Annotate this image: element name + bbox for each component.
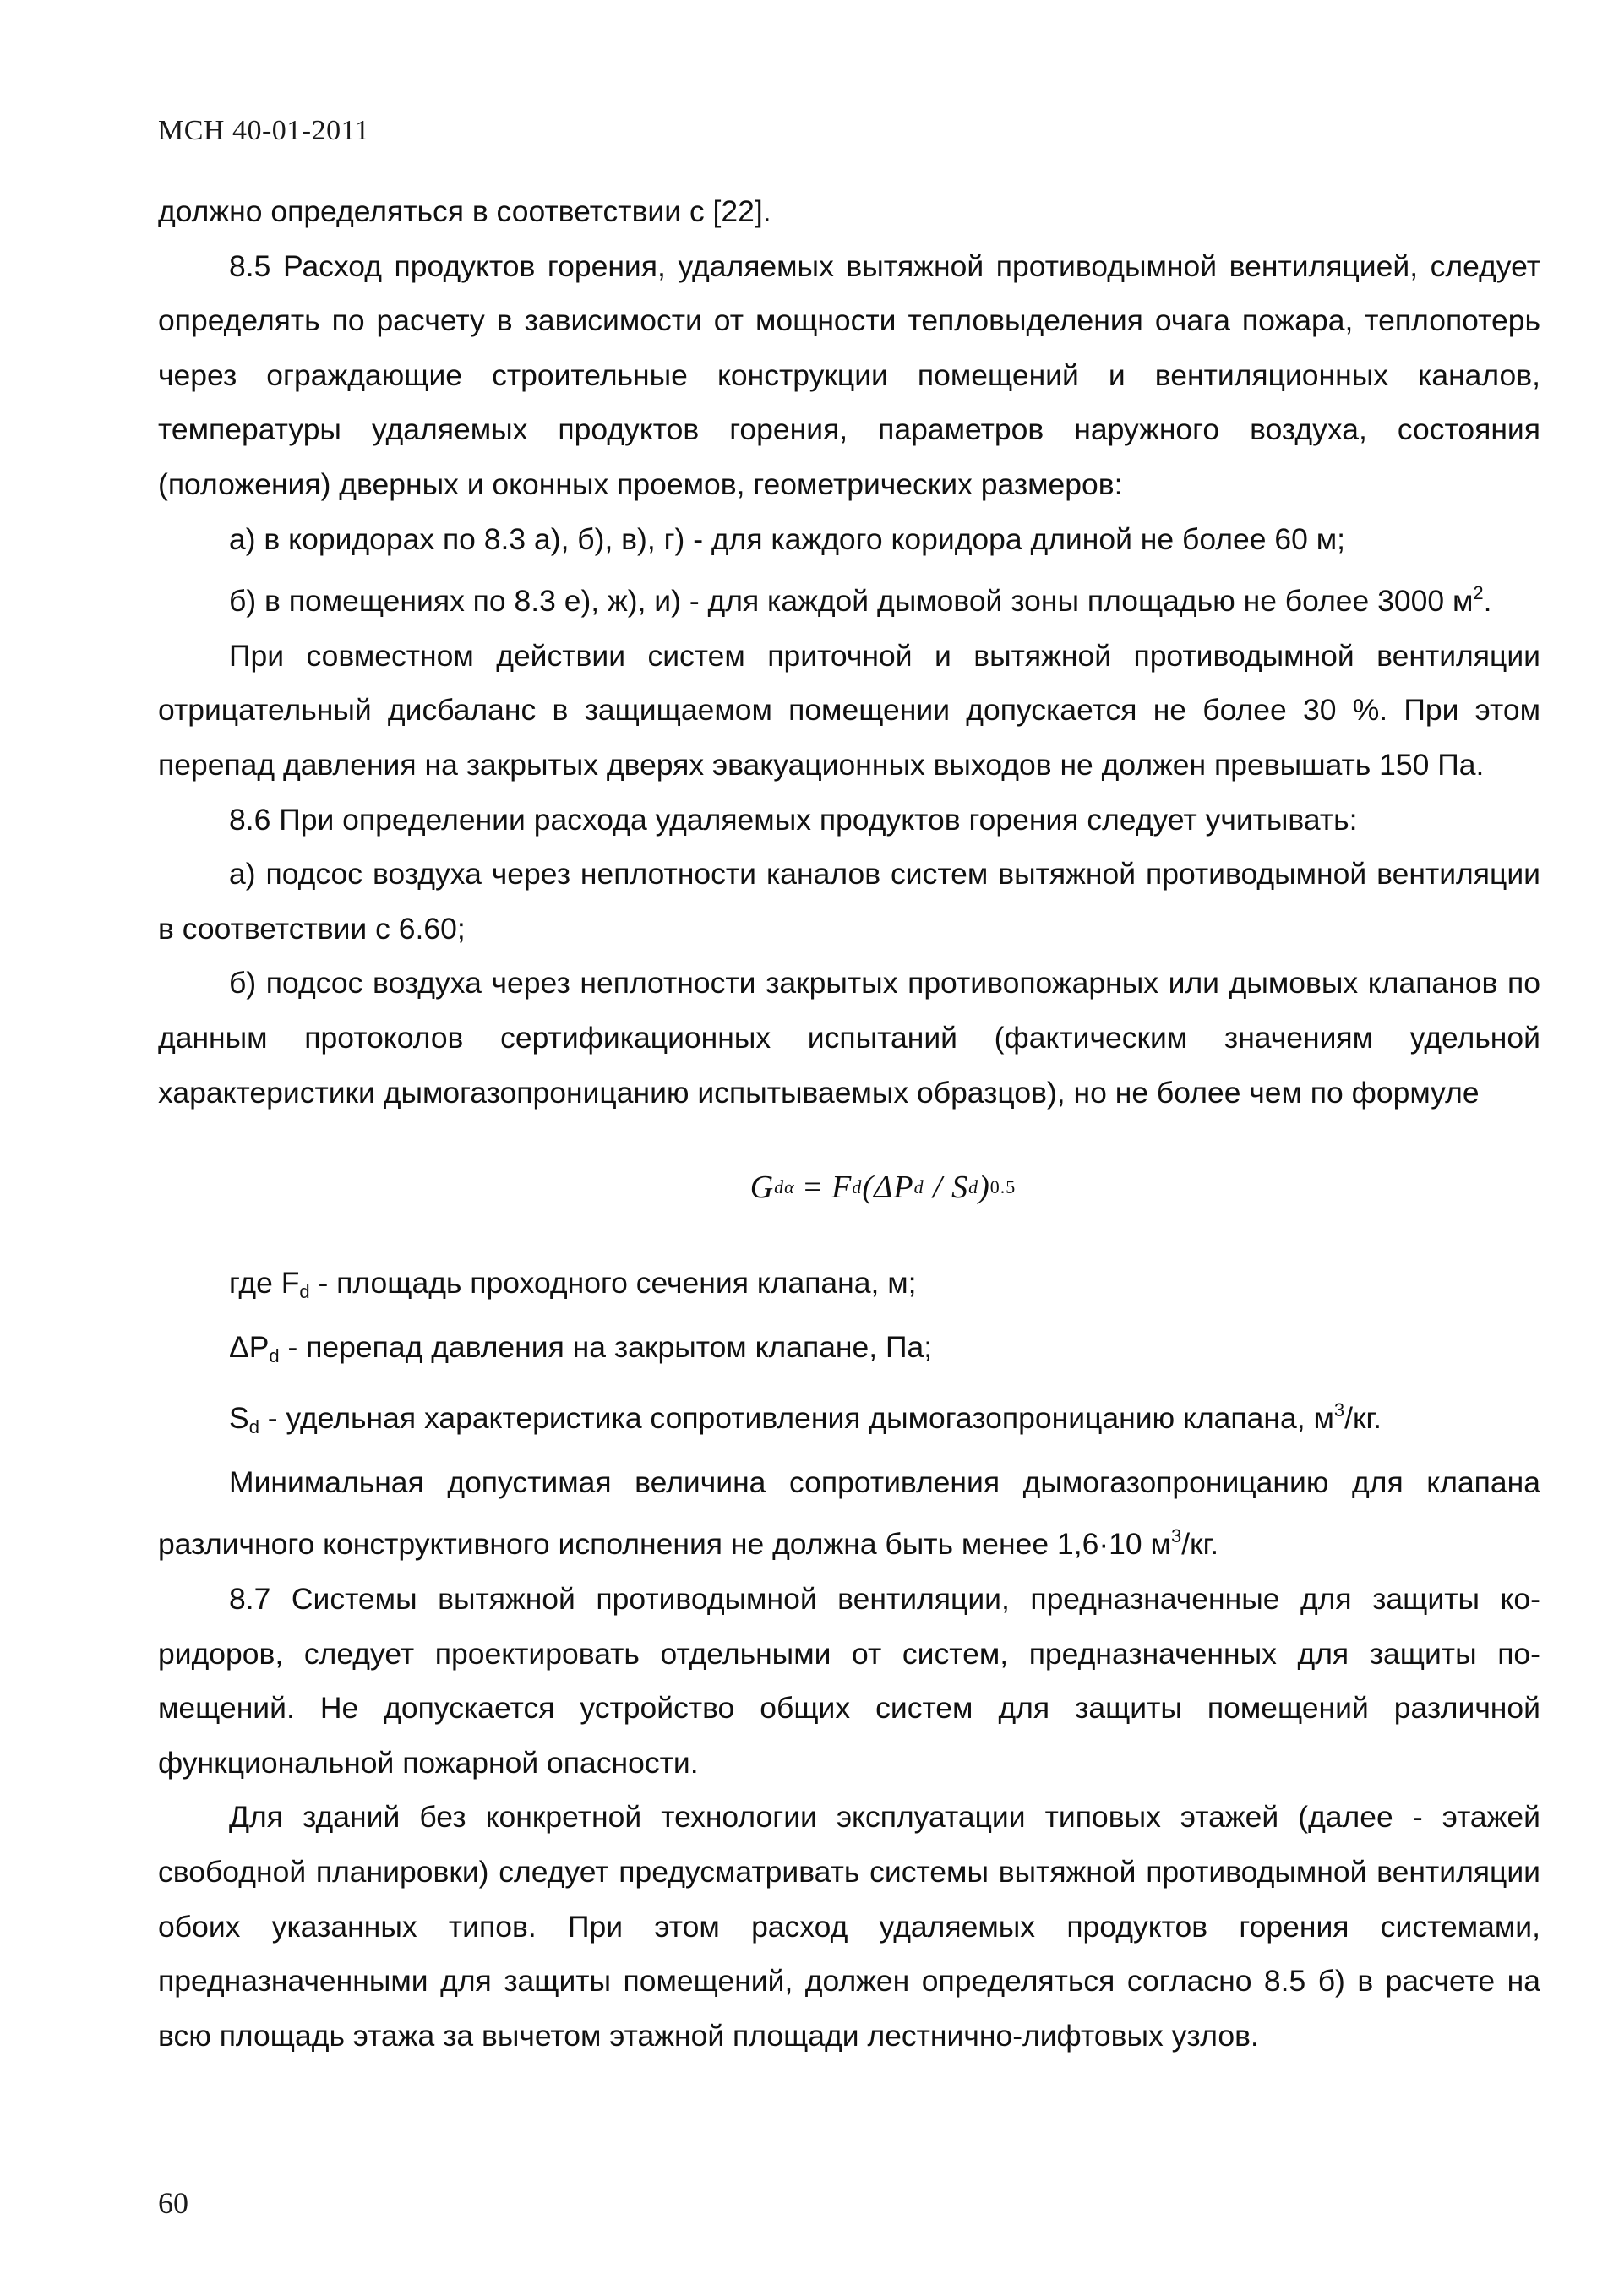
definition-dpd: [158, 1320, 1540, 1384]
formula-lhs-subscript: dα: [774, 1176, 795, 1198]
definition-dpd-symbol: ΔP: [229, 1329, 270, 1364]
definition-fd: [158, 1256, 1540, 1320]
formula-open-paren: (ΔP: [862, 1170, 914, 1206]
paragraph-imbalance: При совместном действии систем приточной и вытяжной противодымной вентиляции отрицательный дисбаланс в защищаемом помещении допускается не более 30 %. При этом перепад давления на закрытых дверях эвакуационных выходов не должен превышать 150 Па.: [158, 638, 1540, 782]
formula-area-subscript: d: [852, 1176, 863, 1198]
formula-exponent: 0.5: [989, 1176, 1017, 1198]
formula-lhs: G: [749, 1170, 775, 1206]
paragraph-8-5: 8.5 Расход продуктов горения, удаляемых вытяжной противодымной вентиляцией, следует определять по расчету в зависимости от мощности тепловыделения очага пожара, теплопотерь через ограждающие строительные конструкции помещений и вентиляционных каналов, температуры удаляемых продуктов горения, параметров наружного воздуха, состояния (положения) дверных и оконных проемов, геометрических размеров:: [158, 248, 1540, 501]
definition-sd: [158, 1383, 1540, 1455]
min-resistance-end: /кг.: [1181, 1527, 1219, 1562]
definition-fd-subscript: d: [299, 1281, 310, 1303]
definition-sd-superscript: 3: [1333, 1399, 1345, 1421]
item-b-superscript: 2: [1473, 582, 1484, 604]
definition-dpd-text: - перепад давления на закрытом клапане, Па;: [279, 1329, 933, 1364]
paragraph-min-resistance: [158, 1455, 1540, 1572]
definition-dpd-subscript: d: [269, 1344, 280, 1366]
definition-sd-text: - удельная характеристика сопротивления дымогазопроницанию клапана, м: [259, 1401, 1334, 1436]
min-resistance-text: Минимальная допустимая величина сопротивления дымогазопроницанию для клапана различного конструктивного исполнения не должна быть менее 1,6·10 м: [158, 1464, 1540, 1562]
definition-sd-subscript: d: [248, 1416, 259, 1438]
leakage-formula: [158, 1120, 1540, 1256]
paragraph-8-6-item-a: а) подсос воздуха через неплотности каналов систем вытяжной противодымной вентиляции в соответствии с 6.60;: [158, 857, 1540, 946]
document-code-header: МСН 40-01-2011: [158, 115, 370, 146]
formula-pressure-subscript: d: [913, 1176, 924, 1198]
item-b-text: б) в помещениях по 8.3 е), ж), и) - для каждой дымовой зоны площадью не более 3000 м: [229, 584, 1474, 619]
definition-fd-text: - площадь проходного сечения клапана, м;: [309, 1266, 917, 1301]
paragraph-8-6: 8.6 При определении расхода удаляемых продуктов горения следует учитывать:: [229, 802, 1358, 837]
paragraph-open-plan: Для зданий без конкретной технологии эксплуатации типовых этажей (далее - этажей свободной планировки) следует предусматривать системы вытяжной противодымной вентиляции обоих указанных типов. При этом расход удаляемых продуктов горения системами, предназначенными для защиты помещений, должен определяться согласно 8.5 б) в расчете на всю площадь этажа за вычетом этажной площади лестнично-лифтовых узлов.: [158, 1800, 1540, 2053]
item-b-end: .: [1483, 584, 1492, 619]
page-body: [158, 184, 1540, 2063]
definition-sd-symbol: S: [229, 1401, 249, 1436]
formula-area: F: [831, 1170, 853, 1206]
formula-equals: =: [794, 1170, 832, 1206]
formula-divide: / S: [924, 1170, 969, 1206]
formula-close-paren: ): [978, 1170, 990, 1206]
min-resistance-superscript: 3: [1170, 1525, 1182, 1547]
formula-s-subscript: d: [968, 1176, 979, 1198]
definition-sd-end: /кг.: [1344, 1401, 1382, 1436]
definition-fd-symbol: F: [281, 1266, 300, 1301]
paragraph-continuation: должно определяться в соответствии с [22].: [158, 194, 771, 228]
paragraph-8-6-item-b: б) подсос воздуха через неплотности закрытых противопожарных или дымовых клапанов по данным протоколов сертификационных испытаний (фактическим значениям удельной характеристики дымогазопроницанию испытываемых образцов), но не более чем по формуле: [158, 966, 1540, 1110]
page-number: 60: [158, 2186, 188, 2220]
definition-intro: где: [229, 1266, 281, 1301]
paragraph-item-a-corridors: а) в коридорах по 8.3 а), б), в), г) - для каждого коридора длиной не более 60 м;: [229, 521, 1345, 556]
paragraph-item-b-rooms: [158, 566, 1540, 629]
paragraph-8-7: 8.7 Системы вытяжной противодымной вентиляции, предназначенные для защиты коридоров, следует проектировать отдельными от систем, предназначенных для защиты помещений. Не допускается устройство общих систем для защиты помещений различной функциональной пожарной опасности.: [158, 1582, 1540, 1780]
